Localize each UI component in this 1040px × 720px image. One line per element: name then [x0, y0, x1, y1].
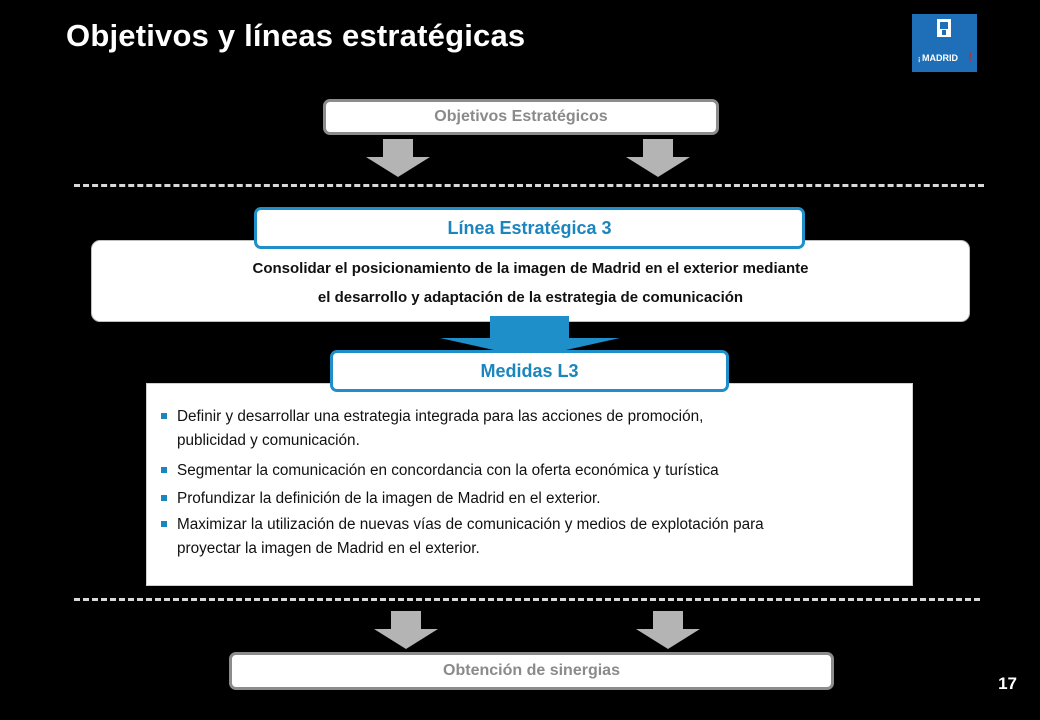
strategic-objectives-box [323, 99, 719, 135]
bullet-icon [161, 413, 167, 419]
description-line-2: el desarrollo y adaptación de la estrategia de comunicación [317, 289, 744, 306]
madrid-logo [912, 14, 977, 72]
slide-title: Objetivos y líneas estratégicas [66, 18, 526, 53]
bear-and-tree-icon [937, 19, 951, 37]
measures-box [330, 350, 729, 392]
measures-label: Medidas L3 [480, 360, 579, 381]
list-item-line: proyectar la imagen de Madrid en el exterior. [177, 540, 480, 557]
list-item-line: Definir y desarrollar una estrategia integrada para las acciones de promoción, [177, 408, 704, 425]
description-line-1: Consolidar el posicionamiento de la imagen de Madrid en el exterior mediante [252, 260, 809, 277]
logo-text: MADRID [922, 53, 958, 63]
bullet-icon [161, 467, 167, 473]
list-item-line: Profundizar la definición de la imagen de Madrid en el exterior. [177, 490, 601, 507]
strategic-line-description [91, 240, 970, 322]
strategic-line-box [254, 207, 805, 249]
synergies-label: Obtención de sinergias [443, 662, 620, 679]
list-item [161, 459, 901, 483]
down-arrow-icon [366, 139, 430, 177]
down-arrow-icon [626, 139, 690, 177]
dashed-divider [74, 598, 980, 601]
list-item [161, 405, 901, 453]
bullet-icon [161, 521, 167, 527]
down-arrow-icon [636, 611, 700, 649]
strategic-line-label: Línea Estratégica 3 [447, 217, 612, 238]
synergies-box [229, 652, 834, 690]
list-item-line: Segmentar la comunicación en concordancia con la oferta económica y turística [177, 462, 719, 479]
page-number: 17 [998, 674, 1017, 693]
measures-list [146, 383, 913, 586]
list-item-line: publicidad y comunicación. [177, 432, 360, 449]
logo-exclamation-open: ¡ [918, 56, 921, 63]
strategic-objectives-label: Objetivos Estratégicos [434, 108, 608, 125]
down-arrow-icon [374, 611, 438, 649]
list-item [161, 513, 901, 561]
list-item [161, 487, 901, 511]
list-item-line: Maximizar la utilización de nuevas vías de comunicación y medios de explotación para [177, 516, 764, 533]
bullet-icon [161, 495, 167, 501]
dashed-divider [74, 184, 984, 187]
logo-exclamation-close: ! [968, 50, 972, 64]
